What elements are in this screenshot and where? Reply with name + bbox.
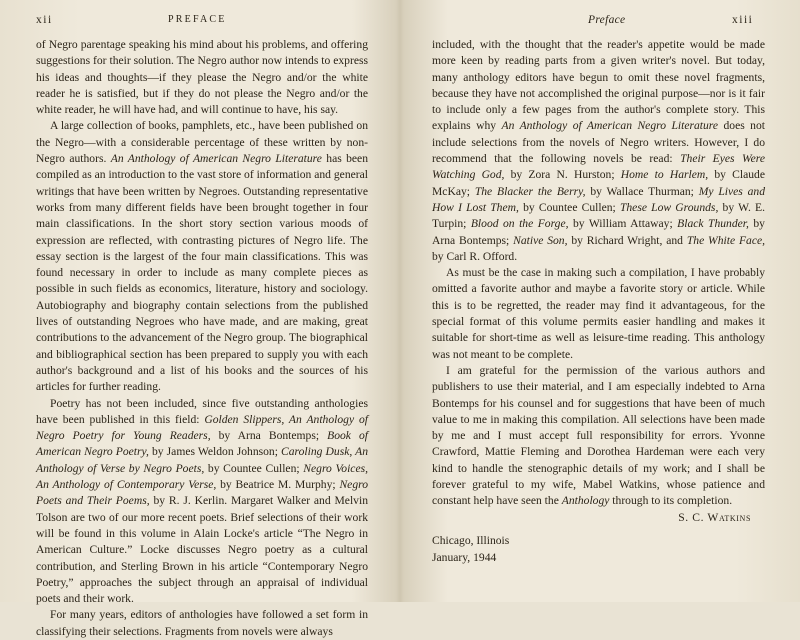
right-page [400, 0, 800, 602]
text-run: As must be the case in making such a compilation, I have probably omitted a favorite author and maybe a favorite story or article. While this is to be regretted, the reader may find it advantageous, for the special format of this volume permits easier handling and makes it suitable for short-time as well as leisure-time reading. This anthology was not meant to be complete. [432, 266, 765, 361]
text-run: by Carl R. Offord. [432, 249, 518, 263]
paragraph [36, 118, 368, 395]
text-run: has been compiled as an introduction to the vast store of information and general writings that have been written by Negroes. Outstanding representative works from many different fields have been brought together in four main classifications. In the short story section various moods of expression are reflected, with contrasting pictures of Negro life. The essay section is the largest of the four main classifications. This was found necessary in order to include as many complete pieces as possible in such fields as economics, literature, history and sociology. Autobiography and biography contain selections from the published lives of outstanding Negroes who have made, and are making, great contributions to the advancement of the Negro group. The biographical and bibliographical section has been prepared to supply you with each author's background and a list of his books and the sources of his articles for further reading. [36, 152, 368, 394]
text-run: by Claude McKay; [432, 168, 765, 198]
text-run: by Countee Cullen; [518, 200, 620, 214]
italic-title: Book of American Negro Poetry, [36, 429, 368, 459]
text-run: by William Attaway; [568, 217, 678, 231]
dateline [432, 532, 765, 566]
italic-title: Golden Slippers, An Anthology of Negro Poetry for Young Readers, [36, 412, 369, 443]
italic-title: The Blacker the Berry, [474, 184, 586, 198]
italic-title: My Lives and How I Lost Them, [432, 184, 765, 214]
text-run: included, with the thought that the reader's appetite would be made more keen by reading parts from a given writer's novel. But today, many anthology editors have begun to omit these novel fragments, because they have not accomplished the original purpose—nor is it fair to include only a few pages from the author's complete story. This explains why [432, 38, 765, 133]
text-run: by Arna Bontemps; [432, 217, 765, 247]
paragraph [36, 607, 368, 640]
italic-title: Blood on the Forge, [470, 217, 569, 231]
author-signature: S. C. Watkins [678, 510, 751, 524]
italic-title: The White Face, [686, 233, 766, 247]
italic-title: Anthology [561, 494, 610, 508]
italic-title: Negro Voices, An Anthology of Contemporary Verse, [36, 461, 368, 492]
text-run: by Arna Bontemps; [210, 429, 328, 443]
right-page-body [432, 37, 765, 566]
text-run: through to its completion. [609, 494, 733, 508]
text-run: by James Weldon Johnson; [148, 445, 282, 459]
paragraph [432, 37, 765, 265]
text-run: For many years, editors of anthologies have followed a set form in classifying their selections. Fragments from novels were always [36, 608, 368, 638]
italic-title: An Anthology of American Negro Literature [501, 119, 719, 133]
italic-title: These Low Grounds, [619, 200, 719, 214]
italic-title: Black Thunder, [677, 217, 749, 231]
page-number: xii [36, 14, 53, 26]
text-run: does not include selections from the novels of Negro writers. However, I do recommend that the following novels be read: [432, 119, 765, 166]
italic-title: Native Son, [513, 233, 568, 247]
paragraph [432, 363, 765, 510]
text-run: by Richard Wright, and [567, 233, 687, 247]
paragraph [36, 37, 368, 118]
text-run: Poetry has not been included, since five outstanding anthologies have been published in this field: [36, 396, 368, 426]
italic-title: Negro Poets and Their Poems, [36, 478, 368, 508]
italic-title: An Anthology of American Negro Literature [110, 152, 322, 166]
italic-title: Their Eyes Were Watching God, [432, 152, 766, 182]
text-run: of Negro parentage speaking his mind about his problems, and offering suggestions for their solution. The Negro author now intends to express his ideas and thoughts—if they please the Negro and/or the white reader he is satisfied, but if they do not please the Negro and/or the white reader, he will have had, and will continue to have, his say. [36, 38, 368, 117]
text-run: by Countee Cullen; [204, 461, 304, 475]
page-number: xiii [732, 14, 754, 26]
text-run: by Beatrice M. Murphy; [216, 478, 340, 492]
paragraph [36, 396, 368, 608]
text-run: A large collection of books, pamphlets, etc., have been published on the Negro—with a considerable percentage of these written by non-Negro authors. [36, 119, 368, 166]
left-page-body [36, 37, 368, 640]
text-run: by W. E. Turpin; [432, 200, 765, 231]
text-run: I am grateful for the permission of the various authors and publishers to use their material, and I am especially indebted to Arna Bontemps for his counsel and for suggestions that have been of much value to me in making this compilation. All selections have been made by me and I must accept full responsibility for errors. Yvonne Crawford, Mattie Fleming and Dorothea Hardeman were each very kind to handle the stenographic details of my work; and I shall be forever grateful to my wife, Mabel Watkins, whose patience and constant help have seen the [432, 363, 765, 508]
text-run: by Zora N. Hurston; [504, 168, 621, 182]
text-run: by R. J. Kerlin. Margaret Walker and Melvin Tolson are two of our more recent poets. Brief selections of their work will be found in this volume in Alain Locke's article “The Negro in American Culture.” Locke discusses Negro poetry as a cultural contribution, and Sterling Brown in his article “Contemporary Negro Poetry,” approaches the subject through an appraisal of individual poets and their work. [36, 494, 368, 606]
running-head: Preface [588, 14, 626, 26]
date-line: January, 1944 [432, 550, 497, 564]
place-line: Chicago, Illinois [432, 533, 510, 547]
left-page [0, 0, 400, 638]
running-head: PREFACE [168, 14, 227, 25]
text-run: by Wallace Thurman; [585, 184, 699, 198]
paragraph [432, 265, 765, 363]
italic-title: Home to Harlem, [620, 168, 709, 182]
italic-title: Caroling Dusk, An Anthology of Verse by Negro Poets, [36, 445, 368, 475]
